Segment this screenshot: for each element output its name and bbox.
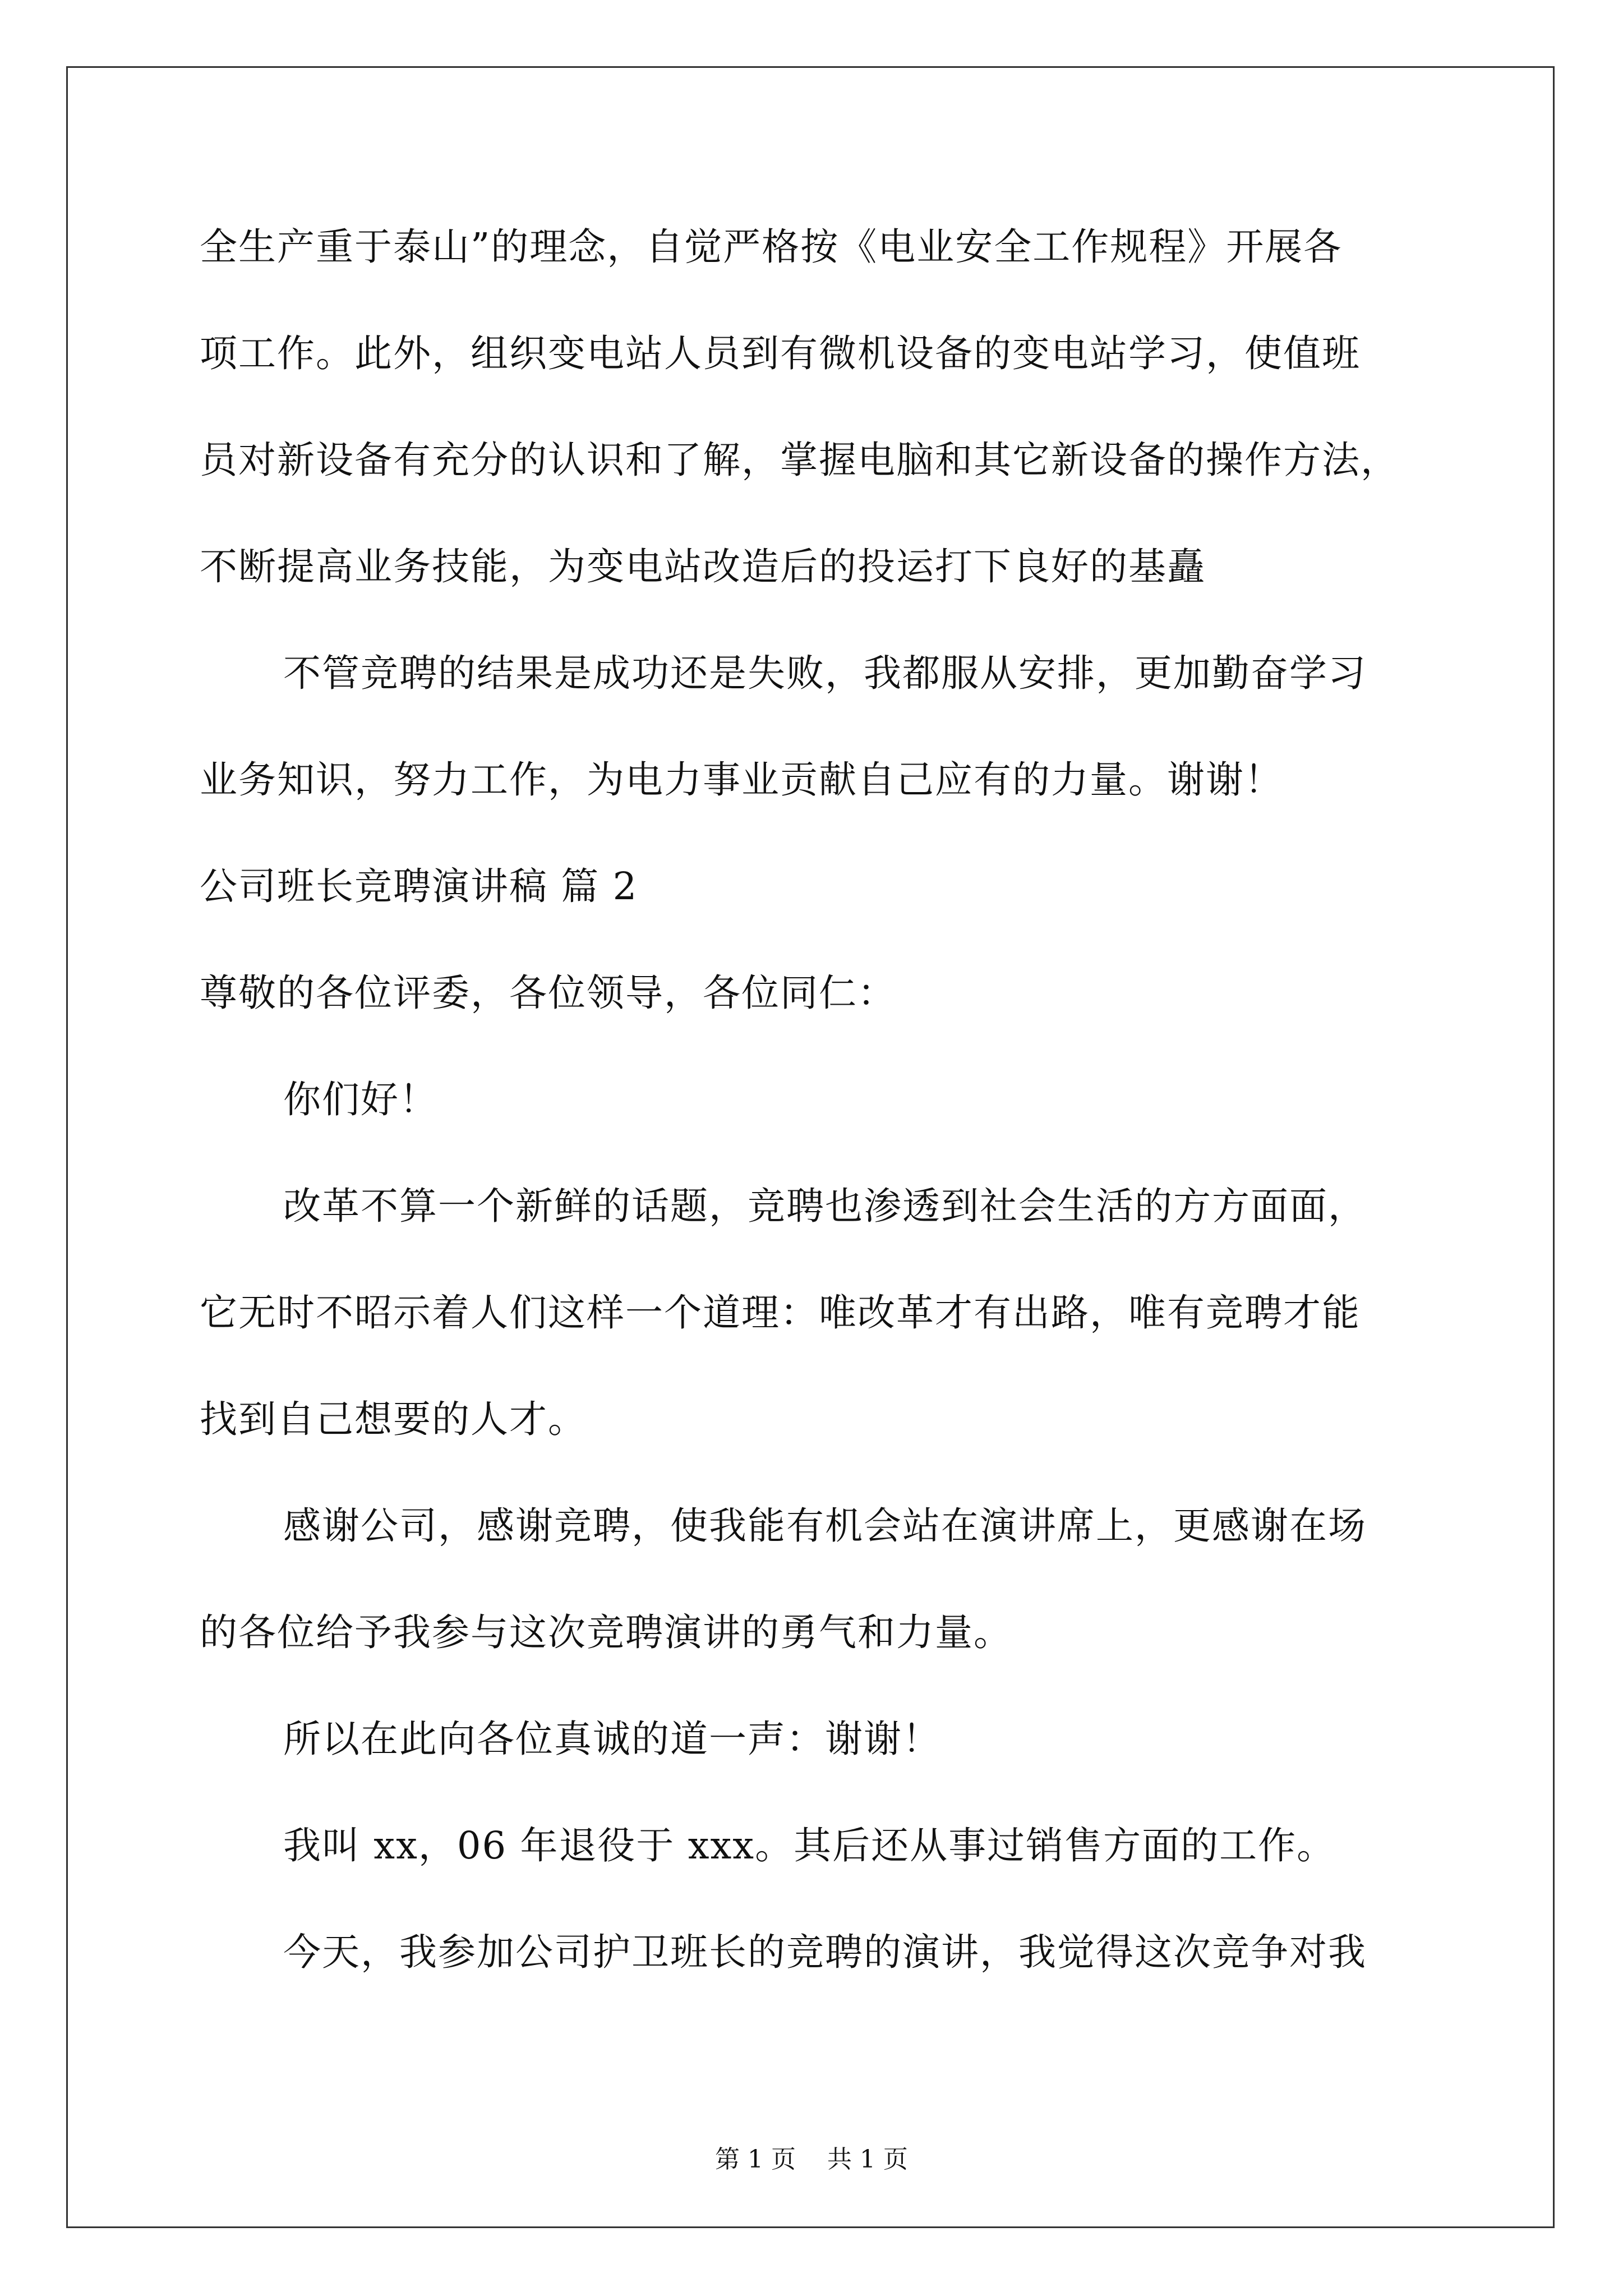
text-line: 它无时不昭示着人们这样一个道理：唯改革才有出路，唯有竞聘才能 [200, 1291, 1361, 1335]
text-line: 全生产重于泰山”的理念，自觉严格按《电业安全工作规程》开展各 [200, 225, 1343, 269]
text-line: 业务知识，努力工作，为电力事业贡献自己应有的力量。谢谢！ [200, 758, 1283, 802]
paragraph-start-line: 不管竞聘的结果是成功还是失败，我都服从安排，更加勤奋学习 [283, 651, 1367, 695]
text-line: 员对新设备有充分的认识和了解，掌握电脑和其它新设备的操作方法， [200, 438, 1399, 482]
paragraph-start-line: 我叫 xx，06 年退役于 xxx。其后还从事过销售方面的工作。 [283, 1824, 1336, 1867]
page-footer: 第 1 页 共 1 页 [715, 2145, 908, 2174]
paragraph-start-line: 改革不算一个新鲜的话题，竞聘也渗透到社会生活的方方面面， [283, 1184, 1367, 1228]
salutation: 尊敬的各位评委，各位领导，各位同仁： [200, 971, 896, 1015]
paragraph-start-line: 感谢公司，感谢竞聘，使我能有机会站在演讲席上，更感谢在场 [283, 1504, 1367, 1548]
paragraph-start-line: 今天，我参加公司护卫班长的竞聘的演讲，我觉得这次竞争对我 [283, 1930, 1367, 1974]
section-heading: 公司班长竞聘演讲稿 篇 2 [200, 864, 638, 908]
paragraph-start-line: 所以在此向各位真诚的道一声：谢谢！ [283, 1717, 941, 1761]
page-border [66, 66, 1555, 2228]
text-line: 的各位给予我参与这次竞聘演讲的勇气和力量。 [200, 1611, 1012, 1654]
text-line: 不断提高业务技能，为变电站改造后的投运打下良好的基矗 [200, 545, 1206, 588]
greeting: 你们好！ [283, 1078, 438, 1121]
text-line: 项工作。此外，组织变电站人员到有微机设备的变电站学习，使值班 [200, 332, 1361, 375]
text-line: 找到自己想要的人才。 [200, 1397, 587, 1441]
